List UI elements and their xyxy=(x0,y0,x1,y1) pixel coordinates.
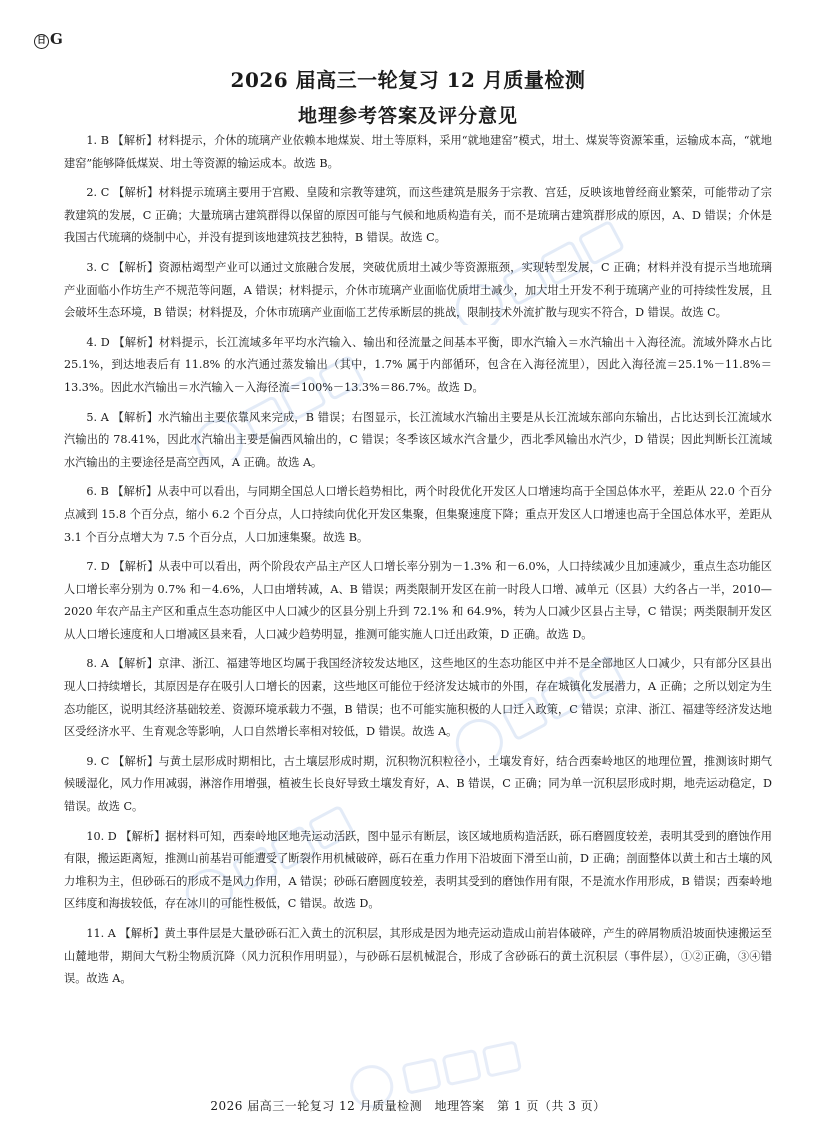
answer-item: 11. A 【解析】黄土事件层是大量砂砾石汇入黄土的沉积层，其形成是因为地壳运动造成山前岩体破碎，产生的碎屑物质沿坡面快速搬运至山麓地带，期间大气粉尘物质沉降（风力沉积作用明显），与砂砾石层机械混合，形成了含砂砾石的黄土沉积层（事件层），①②正确，③④错误。故选 A。 xyxy=(64,927,772,986)
answer-item: 7. D 【解析】从表中可以看出，两个阶段农产品主产区人口增长率分别为－1.3% 和－6.0%，人口持续减少且加速减少，重点生态功能区人口增长率分别为 0.7% 和－4.6%，人口由增转减，A、B 错误；两类限制开发区在前一时段人口增、减单元（区县）大约各占一半，2010—2020 年农产品主产区和重点生态功能区中人口减少的区县分别上升到 72.1% 和 64.9%，转为人口减少区县占主导，C 错误；两类限制开发区从人口增长速度和人口增减区县来看，人口减少趋势明显，推测可能实施人口迁出政策，D 正确。故选 D。 xyxy=(64,560,772,641)
answer-item: 2. C 【解析】材料提示琉璃主要用于宫殿、皇陵和宗教等建筑，而这些建筑是服务于宗教、宫廷，反映该地曾经商业繁荣，可能带动了宗教建筑的发展，C 正确；大量琉璃古建筑群得以保留的原因可能与气候和地质构造有关，而不是琉璃古建筑群形成的原因，A、D 错误；介休是我国古代琉璃的烧制中心，并没有提到该地建筑技艺独特，B 错误。故选 C。 xyxy=(64,186,772,245)
publisher-logo xyxy=(34,30,63,49)
answer-item: 9. C 【解析】与黄土层形成时期相比，古土壤层形成时期，沉积物沉积粒径小，土壤发育好，结合西秦岭地区的地理位置，推测该时期气候暖湿化，风力作用减弱，淋溶作用增强，植被生长良好导致土壤发育好，A、B 错误，C 正确；同为单一沉积层形成时期，地壳运动稳定，D 错误。故选 C。 xyxy=(64,754,772,814)
watermark-stamp xyxy=(160,800,400,910)
watermark-stamp xyxy=(170,350,410,460)
logo-circle-glyph: 日 xyxy=(34,34,49,49)
answer-item: 8. A 【解析】京津、浙江、福建等地区均属于我国经济较发达地区，这些地区的生态功能区中并不是全部地区人口减少，只有部分区县出现人口持续增长，其原因是存在吸引人口增长的因素，这些地区可能位于经济发达城市的外围，存在城镇化发展潜力，A 正确；之所以划定为生态功能区，说明其经济基础较差、资源环境承载力不强，B 错误；也不可能实施积极的人口迁入政策，C 错误；京津、浙江、福建等经济发达地区受经济水平、生育观念等影响，人口自然增长率相对较低，D 错误。故选 A。 xyxy=(64,657,772,739)
watermark-stamp xyxy=(430,650,670,760)
page-footer: 2026 届高三一轮复习 12 月质量检测 地理答案 第 1 页（共 3 页） xyxy=(210,1099,606,1113)
answer-item: 6. B 【解析】从表中可以看出，与同期全国总人口增长趋势相比，两个时段优化开发区人口增速均高于全国总体水平，差距从 22.0 个百分点减到 15.8 个百分点，缩小 6.2 个百分点，人口持续向优化开发区集聚，但集聚速度下降；重点开发区人口增速也高于全国总体水平，差距从 3.1 个百分点增大为 7.5 个百分点，人口加速集聚。故选 B。 xyxy=(64,485,772,544)
page-title: 2026 届高三一轮复习 12 月质量检测 xyxy=(230,68,586,92)
answer-item: 5. A 【解析】水汽输出主要依靠风来完成，B 错误；右图显示，长江流域水汽输出主要是从长江流域东部向东输出，占比达到长江流域水汽输出的 78.41%，因此水汽输出主要是偏西风输出的，C 错误；冬季该区域水汽含量少，西北季风输出水汽少，D 错误；因此判断长江流域水汽输出的主要途径是高空西风，A 正确。故选 A。 xyxy=(64,410,772,469)
answer-item: 10. D 【解析】据材料可知，西秦岭地区地壳运动活跃，图中显示有断层，该区域地质构造活跃，砾石磨圆度较差，表明其受到的磨蚀作用有限，搬运距离短，推测山前基岩可能遭受了断裂作用机械破碎，砾石在重力作用下沿坡面下滑至山前，D 正确；剖面整体以黄土和古土壤的风力堆积为主，但砂砾石的形成不是风力作用，A 错误；砂砾石磨圆度较差，表明其受到的磨蚀作用有限，不是流水作用形成，B 错误；西秦岭地区纬度和海拔较低，存在冰川的可能性极低，C 错误。故选 D。 xyxy=(64,829,772,911)
logo-letter: G xyxy=(50,30,63,48)
answer-item: 3. C 【解析】资源枯竭型产业可以通过文旅融合发展，突破优质坩土减少等资源瓶颈，实现转型发展，C 正确；材料并没有提示当地琉璃产业面临小作坊生产不规范等问题，A 错误；材料提示，介休市琉璃产业面临优质坩土减少，加大坩土开发不利于琉璃产业的可持续性发展，且会破坏生态环境，B 错误；材料提及，介休市琉璃产业面临工艺传承断层的挑战，限制技术外流扩散与现实不符合，D 错误。故选 C。 xyxy=(64,260,772,320)
answer-item: 1. B 【解析】材料提示，介休的琉璃产业依赖本地煤炭、坩土等原料，采用“就地建窑”模式，坩土、煤炭等资源笨重，运输成本高，“就地建窑”能够降低煤炭、坩土等资源的输运成本。故选 B。 xyxy=(64,134,772,170)
page-subtitle: 地理参考答案及评分意见 xyxy=(297,105,518,127)
watermark-stamp xyxy=(430,215,670,325)
answer-item: 4. D 【解析】材料提示，长江流域多年平均水汽输入、输出和径流量之间基本平衡，即水汽输入＝水汽输出＋入海径流。流域外降水占比 25.1%，到达地表后有 11.8% 的水汽通过蒸发输出（其中，1.7% 属于内部循环，包含在入海径流里），因此入海径流＝25.1%－11.8%＝13.3%。因此水汽输出＝水汽输入－入海径流＝100%－13.3%＝86.7%。故选 D。 xyxy=(64,335,772,394)
